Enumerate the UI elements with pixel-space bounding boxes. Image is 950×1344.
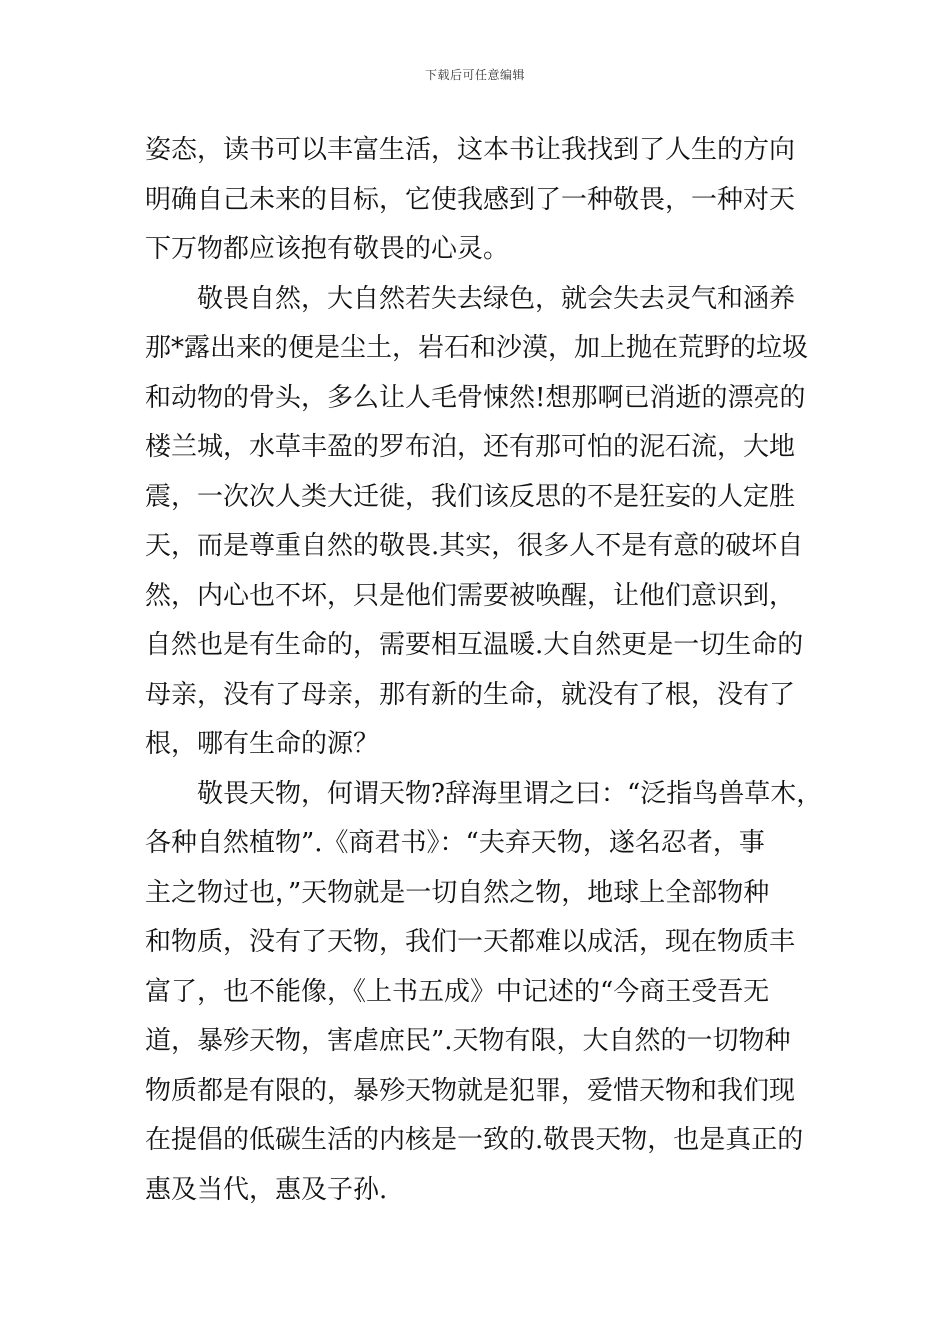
text-line: 震，一次次人类大迁徙，我们该反思的不是狂妄的人定胜 xyxy=(145,481,796,512)
text-line: 明确自己未来的目标，它使我感到了一种敬畏，一种对天 xyxy=(145,184,796,215)
text-line: 惠及当代，惠及子孙. xyxy=(145,1174,388,1205)
text-line: 各种自然植物”.《商君书》：“夫弃天物，遂名忍者，事 xyxy=(145,828,765,858)
page-header: 下载后可任意编辑 xyxy=(424,68,525,82)
text-line: 楼兰城，水草丰盈的罗布泊，还有那可怕的泥石流，大地 xyxy=(145,432,796,462)
text-line: 和物质，没有了天物，我们一天都难以成活，现在物质丰 xyxy=(145,927,796,957)
text-line: 物质都是有限的，暴殄天物就是犯罪，爱惜天物和我们现 xyxy=(145,1075,796,1106)
text-line: 在提倡的低碳生活的内核是一致的.敬畏天物，也是真正的 xyxy=(145,1125,804,1155)
text-line: 姿态，读书可以丰富生活，这本书让我找到了人生的方向 xyxy=(145,135,796,165)
text-line: 道，暴殄天物，害虐庶民”.天物有限，大自然的一切物种 xyxy=(145,1026,791,1056)
document-body xyxy=(145,126,823,1215)
paragraph-first-line: 敬畏天物，何谓天物?辞海里谓之曰：“泛指鸟兽草木， xyxy=(197,778,823,809)
paragraph-first-line: 敬畏自然，大自然若失去绿色，就会失去灵气和涵养 xyxy=(197,283,796,314)
text-line: 那*露出来的便是尘土，岩石和沙漠，加上抛在荒野的垃圾 xyxy=(145,333,809,363)
text-line: 主之物过也，”天物就是一切自然之物，地球上全部物种 xyxy=(145,877,770,908)
text-line: 母亲，没有了母亲，那有新的生命，就没有了根，没有了 xyxy=(145,679,796,710)
text-line: 和动物的骨头，多么让人毛骨悚然!想那啊已消逝的漂亮的 xyxy=(145,382,806,413)
text-line: 根，哪有生命的源？ xyxy=(145,729,380,759)
text-line: 富了，也不能像，《上书五成》中记述的“今商王受吾无 xyxy=(145,976,770,1007)
text-line: 然，内心也不坏，只是他们需要被唤醒，让他们意识到， xyxy=(145,580,796,611)
text-line: 天，而是尊重自然的敬畏.其实，很多人不是有意的破坏自 xyxy=(145,531,804,561)
text-line: 自然也是有生命的，需要相互温暖.大自然更是一切生命的 xyxy=(145,630,804,660)
text-line: 下万物都应该抱有敬畏的心灵。 xyxy=(145,234,510,264)
